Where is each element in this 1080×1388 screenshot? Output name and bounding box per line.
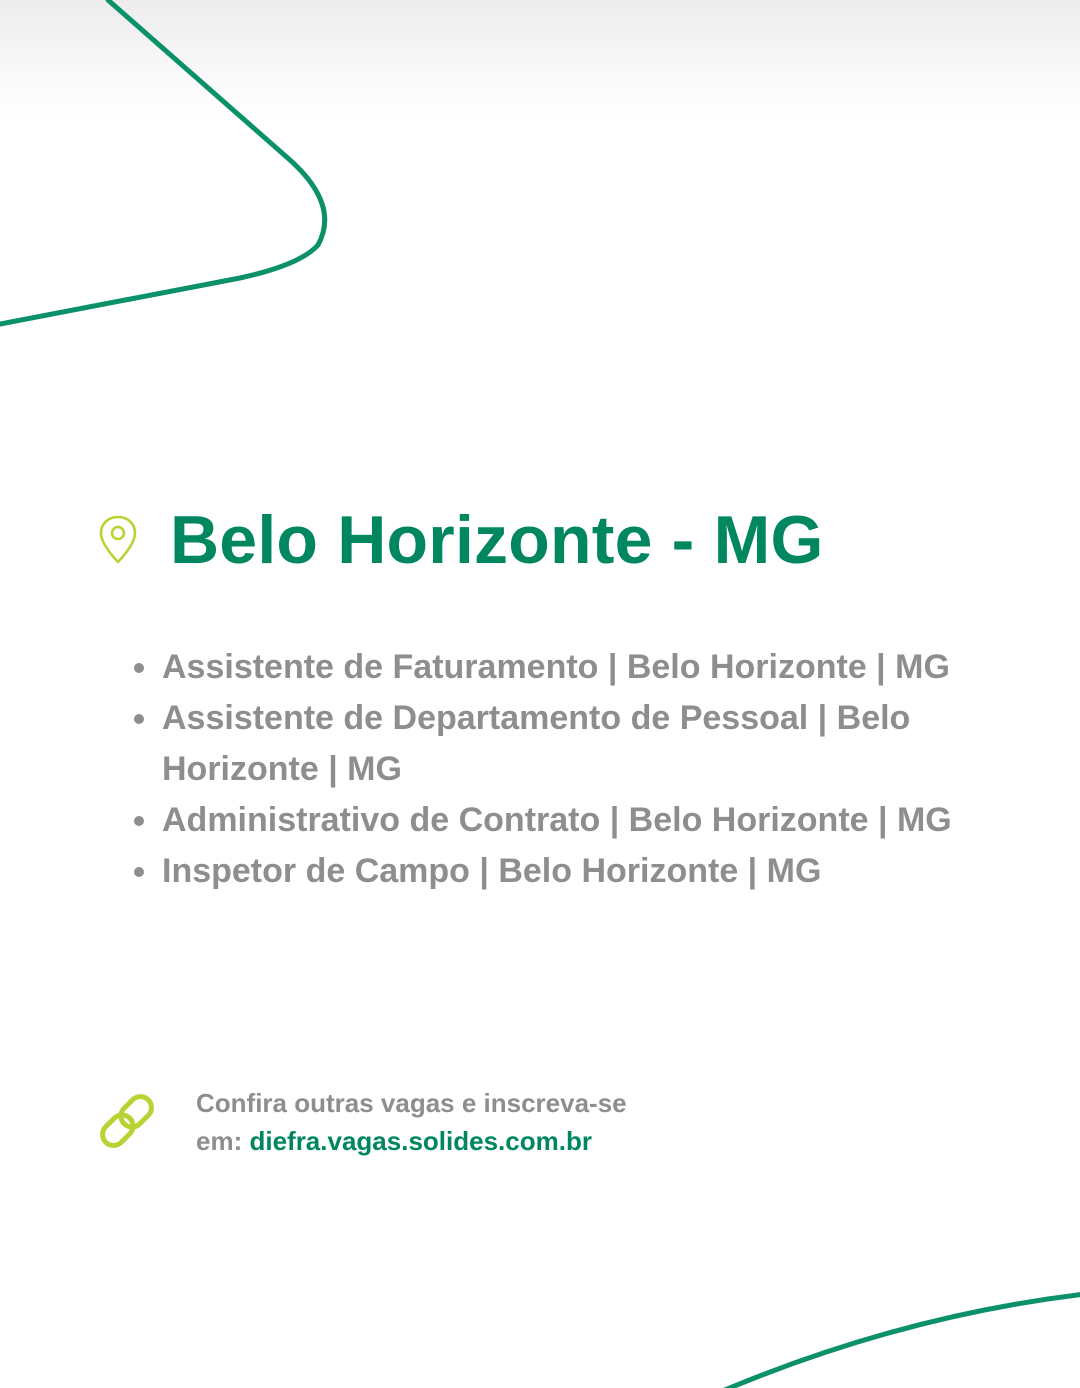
list-item [128, 846, 988, 897]
job-title: Administrativo de Contrato | Belo Horizonte | MG [162, 801, 952, 839]
job-title: Inspetor de Campo | Belo Horizonte | MG [162, 852, 822, 890]
footer-prefix: em: [196, 1126, 250, 1156]
bottom-right-curve [720, 1294, 1080, 1388]
bullet-dot [134, 816, 144, 826]
map-pin-icon [96, 514, 140, 566]
city-title: Belo Horizonte - MG [170, 502, 824, 578]
job-list [128, 642, 988, 897]
list-item [128, 795, 988, 846]
list-item [128, 642, 988, 693]
footer-line2 [196, 1122, 627, 1160]
list-item [128, 693, 988, 795]
vagas-link[interactable]: diefra.vagas.solides.com.br [249, 1126, 592, 1156]
link-icon [96, 1090, 158, 1152]
job-title: Assistente de Departamento de Pessoal | Belo Horizonte | MG [162, 699, 911, 788]
footer-line1: Confira outras vagas e inscreva-se [196, 1088, 627, 1118]
footer-text [196, 1084, 627, 1160]
bullet-dot [134, 663, 144, 673]
job-title: Assistente de Faturamento | Belo Horizonte | MG [162, 648, 950, 686]
bullet-dot [134, 867, 144, 877]
footer-cta [96, 1084, 627, 1160]
location-header [96, 500, 824, 580]
bullet-dot [134, 714, 144, 724]
top-left-curve [0, 0, 325, 324]
